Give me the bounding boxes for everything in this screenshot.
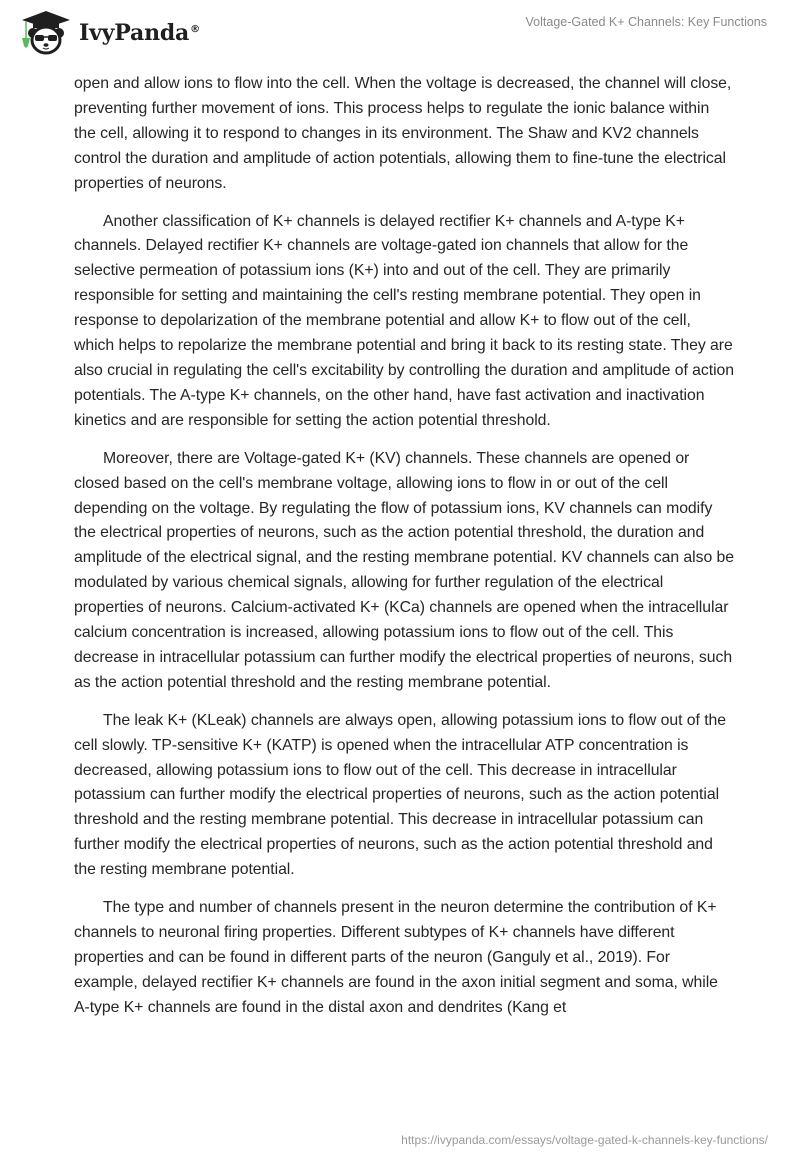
logo-text: IvyPanda® [79, 20, 200, 46]
paragraph: The type and number of channels present in the neuron determine the contribution of K+ channels to neuronal firing properties. Different subtypes of K+ channels have different properties and can be found in different parts of the neuron (Ganguly et al., 2019). For example, delayed rectifier K+ channels are found in the axon initial segment and soma, while A-type K+ channels are found in the distal axon and dendrites (Kang et [74, 899, 718, 1016]
paragraph: open and allow ions to flow into the cell. When the voltage is decreased, the channel will close, preventing further movement of ions. This process helps to regulate the ionic balance within the cell, allowing it to respond to changes in its environment. The Shaw and KV2 channels control the duration and amplitude of action potentials, allowing them to fine-tune the electrical properties of neurons. [74, 75, 732, 192]
registered-mark: ® [190, 23, 200, 35]
paragraph: The leak K+ (KLeak) channels are always open, allowing potassium ions to flow out of the cell slowly. TP-sensitive K+ (KATP) is opened when the intracellular ATP concentration is decreased, allowing potassium ions to flow out of the cell. This decrease in intracellular potassium can further modify the electrical properties of neurons, such as the action potential threshold and the resting membrane potential. This decrease in intracellular potassium can further modify the electrical properties of neurons, such as the action potential threshold and the resting membrane potential. [74, 711, 727, 879]
document-title: Voltage-Gated K+ Channels: Key Functions [525, 15, 767, 29]
essay-body [74, 72, 734, 1034]
paragraph: Moreover, there are Voltage-gated K+ (KV) channels. These channels are opened or closed based on the cell's membrane voltage, allowing ions to flow in or out of the cell depending on the voltage. By regulating the flow of potassium ions, KV channels can modify the electrical properties of neurons, such as the action potential threshold, the duration and amplitude of the electrical signal, and the resting membrane potential. KV channels can also be modulated by various chemical signals, allowing for further regulation of the electrical properties of neurons. Calcium-activated K+ (KCa) channels are opened when the intracellular calcium concentration is increased, allowing potassium ions to flow out of the cell. This decrease in intracellular potassium can further modify the electrical properties of neurons, such as the action potential threshold and the resting membrane potential. [74, 449, 734, 691]
source-url-link[interactable]: https://ivypanda.com/essays/voltage-gated-k-channels-key-functions/ [401, 1133, 768, 1147]
panda-graduate-icon [18, 8, 74, 56]
ivypanda-logo[interactable] [18, 8, 200, 56]
paragraph: Another classification of K+ channels is delayed rectifier K+ channels and A-type K+ channels. Delayed rectifier K+ channels are voltage-gated ion channels that allow for the selective permeation of potassium ions (K+) into and out of the cell. They are primarily responsible for setting and maintaining the cell's resting membrane potential. They open in response to depolarization of the membrane potential and allow K+ to flow out of the cell, which helps to repolarize the membrane potential and bring it back to its resting state. They are also crucial in regulating the cell's excitability by controlling the duration and amplitude of action potentials. The A-type K+ channels, on the other hand, have fast activation and inactivation kinetics and are responsible for setting the action potential threshold. [74, 212, 735, 429]
page-header [0, 0, 800, 60]
